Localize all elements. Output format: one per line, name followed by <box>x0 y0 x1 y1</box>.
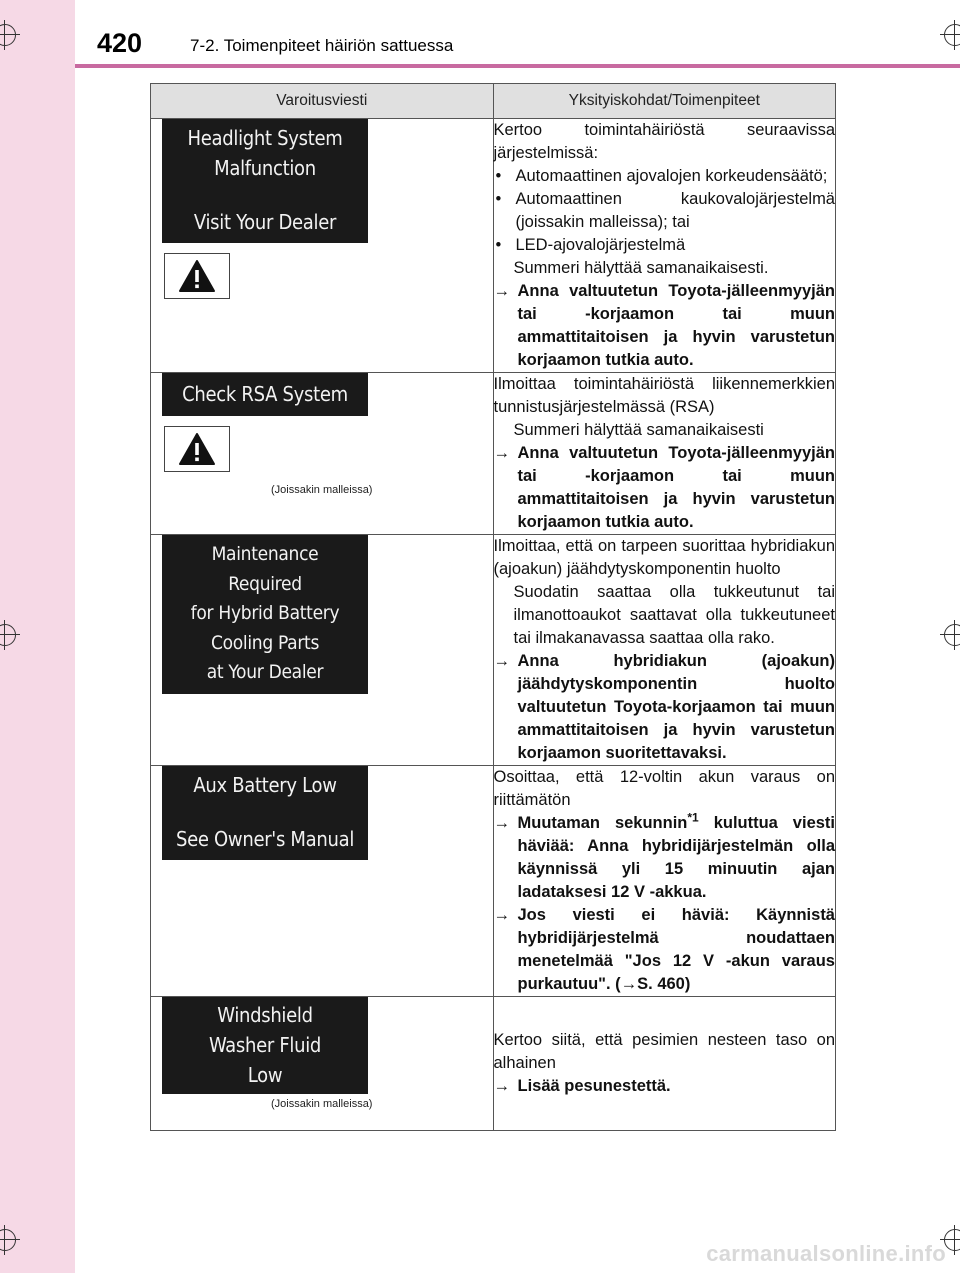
display-message-aux-battery <box>162 766 368 860</box>
details-cell <box>493 119 836 373</box>
warning-image-cell <box>151 535 494 766</box>
registration-mark-top-right <box>940 20 960 50</box>
screen-line: Headlight System <box>187 126 343 150</box>
screen-line: Aux Battery Low <box>193 773 337 797</box>
details-cell <box>493 535 836 766</box>
arrow-icon: → <box>493 444 510 462</box>
screen-line: Visit Your Dealer <box>193 210 337 234</box>
column-header-warning: Varoitusviesti <box>151 84 494 119</box>
screen-line: Cooling Parts <box>210 631 320 654</box>
screen-gap <box>162 183 368 207</box>
warning-triangle-icon <box>164 426 230 472</box>
screen-line: Low <box>247 1063 283 1087</box>
warning-image-cell <box>151 997 494 1131</box>
table-row <box>151 119 836 373</box>
screen-line: See Owner's Manual <box>175 827 355 851</box>
screen-line: Washer Fluid <box>208 1033 322 1057</box>
action-item: → Lisää pesunestettä. <box>494 1075 836 1098</box>
header-rule <box>75 64 960 68</box>
table-row <box>151 373 836 535</box>
arrow-icon: → <box>493 1077 510 1095</box>
details-note: Suodatin saattaa olla tukkeutunut tai ilmanottoaukot saattavat olla tukkeutuneet tai ilmakanavassa saattaa olla rako. <box>513 583 835 647</box>
screen-line: Required <box>228 572 302 595</box>
action-item: → Anna hybridiakun (ajoakun) jäähdytyskomponentin huolto valtuutetun Toyota-korjaamon tai muun ammattitaitoisen ja hyvin varustetun korjaamon suoritettavaksi. <box>494 650 836 765</box>
display-message-washer-fluid <box>162 997 368 1094</box>
registration-mark-middle-right <box>940 620 960 650</box>
action-item: → Muutaman sekunnin$^{*1}$ kuluttua viesti häviää: Anna hybridijärjestelmän olla käynnissä yli 15 minuutin ajan ladataksesi 12 V -akkua. <box>494 812 836 904</box>
arrow-icon: → <box>493 814 510 832</box>
page-number: 420 <box>97 28 143 58</box>
details-cell <box>493 373 836 535</box>
details-intro: Ilmoittaa toimintahäiriöstä liikennemerkkien tunnistusjärjestelmässä (RSA) <box>493 375 835 416</box>
action-item: → Jos viesti ei häviä: Käynnistä hybridijärjestelmä noudattaen menetelmää "Jos 12 V -akun varaus purkautuu". (→S. 460) <box>494 904 836 996</box>
screen-line: at Your Dealer <box>206 661 324 683</box>
image-caption: (Joissakin malleissa) <box>271 1098 373 1110</box>
table-row <box>151 535 836 766</box>
details-intro: Kertoo siitä, että pesimien nesteen taso on alhainen <box>493 1031 835 1072</box>
list-item: • LED-ajovalojärjestelmä <box>495 236 686 254</box>
details-note: Summeri hälyttää samanaikaisesti. <box>513 259 769 277</box>
warning-image-cell <box>151 766 494 997</box>
display-message-rsa <box>162 373 368 416</box>
section-title: 7-2. Toimenpiteet häiriön sattuessa <box>190 36 454 55</box>
details-intro: Osoittaa, että 12-voltin akun varaus on riittämätön <box>493 768 835 809</box>
arrow-icon: → <box>620 975 638 993</box>
watermark: carmanualsonline.info <box>706 1241 946 1266</box>
action-item: → Anna valtuutetun Toyota-jälleenmyyjän tai -korjaamon tai muun ammattitaitoisen ja hyvin varustetun korjaamon tutkia auto. <box>494 280 836 372</box>
details-note: Summeri hälyttää samanaikaisesti <box>513 421 764 439</box>
image-caption: (Joissakin malleissa) <box>271 484 373 496</box>
table-row <box>151 997 836 1131</box>
footnote-mark: *1 <box>687 810 699 825</box>
screen-line: Malfunction <box>214 156 316 180</box>
warning-image-cell <box>151 373 494 535</box>
details-cell <box>493 997 836 1131</box>
action-item: → Anna valtuutetun Toyota-jälleenmyyjän tai -korjaamon tai muun ammattitaitoisen ja hyvin varustetun korjaamon tutkia auto. <box>494 442 836 534</box>
screen-line: for Hybrid Battery <box>190 602 340 624</box>
warning-triangle-icon <box>164 253 230 299</box>
warning-image-cell <box>151 119 494 373</box>
screen-line: Maintenance <box>211 543 319 565</box>
table-row <box>151 766 836 997</box>
page-reference[interactable]: S. 460) <box>637 975 691 993</box>
screen-gap <box>162 800 368 824</box>
screen-line: Windshield <box>217 1003 313 1027</box>
display-message-headlight <box>162 119 368 243</box>
screen-line: Check RSA System <box>182 382 348 406</box>
registration-mark-bottom-left <box>0 1225 20 1255</box>
registration-mark-top-left <box>0 20 20 50</box>
registration-mark-middle-left <box>0 620 20 650</box>
arrow-icon: → <box>493 906 510 924</box>
arrow-icon: → <box>493 652 510 670</box>
display-message-hybrid-battery <box>162 535 368 694</box>
details-cell <box>493 766 836 997</box>
list-item: • Automaattinen kaukovalojärjestelmä (joissakin malleissa); tai <box>495 190 835 231</box>
arrow-icon: → <box>493 282 510 300</box>
list-item: • Automaattinen ajovalojen korkeudensäätö; <box>495 167 828 185</box>
details-intro: Kertoo toimintahäiriöstä seuraavissa järjestelmissä: <box>493 121 835 162</box>
column-header-details: Yksityiskohdat/Toimenpiteet <box>493 84 836 119</box>
details-intro: Ilmoittaa, että on tarpeen suorittaa hybridiakun (ajoakun) jäähdytyskomponentin huolto <box>493 537 835 578</box>
warning-message-table <box>150 83 836 1131</box>
